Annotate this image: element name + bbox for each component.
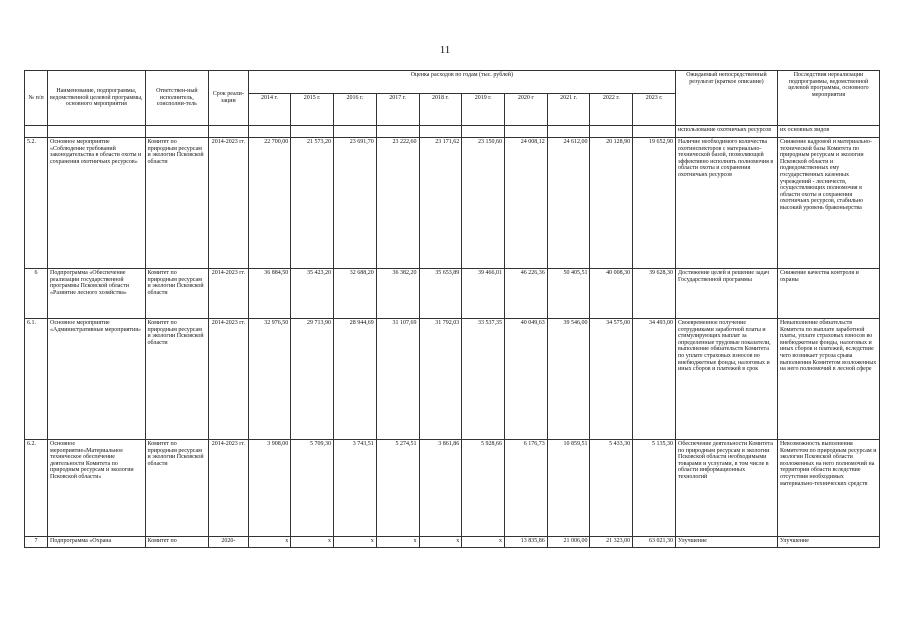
value-cell: 3 908,00 xyxy=(248,440,291,537)
row-result: Обеспечение деятельности Комитета по природным ресурсам и экологии Псковской области необходимыми товарами и услугами, в том числе в области информационных технологий xyxy=(676,440,778,537)
value-cell: 36 382,20 xyxy=(376,269,419,319)
header-executor: Ответствен-ный исполнитель, соисполни-тель xyxy=(145,71,209,126)
value-cell: 35 423,20 xyxy=(291,269,334,319)
value-cell: 36 884,50 xyxy=(248,269,291,319)
row-num: 5.2. xyxy=(25,138,48,269)
value-cell: 23 150,60 xyxy=(462,138,505,269)
row-name: Основное мероприятие «Соблюдение требований законодательства в области охоты и сохранения охотничьих ресурсов» xyxy=(48,138,146,269)
value-cell: 34 575,00 xyxy=(590,319,633,440)
value-cell: 5 709,30 xyxy=(291,440,334,537)
row-num: 6 xyxy=(25,269,48,319)
value-cell: x xyxy=(376,537,419,548)
value-cell: 40 008,30 xyxy=(590,269,633,319)
value-cell: 23 691,70 xyxy=(334,138,377,269)
continuation-row xyxy=(25,126,880,138)
year-header: 2022 г. xyxy=(590,94,633,126)
row-num: 7 xyxy=(25,537,48,548)
value-cell: 35 653,89 xyxy=(419,269,462,319)
row-result: Своевременное получение сотрудниками заработной платы и стимулирующих выплат за определенные трудовые показатели, выполнение обязательств Комитета по уплате страховых взносов во внебюджетные фонды, налоговых и иных сборов и платежей в срок xyxy=(676,319,778,440)
header-name: Наименование, подпрограммы, ведомственной целевой программы, основного мероприятия xyxy=(48,71,146,126)
value-cell: 28 944,69 xyxy=(334,319,377,440)
value-cell: 13 835,86 xyxy=(504,537,547,548)
row-num: 6.1. xyxy=(25,319,48,440)
budget-table xyxy=(24,70,880,548)
value-cell: 39 466,01 xyxy=(462,269,505,319)
value-cell: 10 859,51 xyxy=(547,440,590,537)
value-cell: 31 107,69 xyxy=(376,319,419,440)
value-cell: 33 537,35 xyxy=(462,319,505,440)
value-cell: 22 700,00 xyxy=(248,138,291,269)
value-cell: x xyxy=(248,537,291,548)
row-name: Основное мероприятие «Административные мероприятия» xyxy=(48,319,146,440)
value-cell: 20 128,90 xyxy=(590,138,633,269)
value-cell: 40 049,63 xyxy=(504,319,547,440)
year-header: 2021 г. xyxy=(547,94,590,126)
year-header: 2016 г. xyxy=(334,94,377,126)
row-consequences: Снижение кадровой и материально-технической базы Комитета по природным ресурсам и экологии Псковской области и подведомственных ему государственных казенных учреждений - лесничеств, осуществляющих полномочия в области охоты и сохранения охотничьих ресурсов, стабильно высокий уровень браконьерства xyxy=(777,138,879,269)
continuation-result: использование охотничьих ресурсов xyxy=(676,126,778,138)
header-expenses: Оценка расходов по годам (тыс. рублей) xyxy=(248,71,675,94)
row-executor: Комитет по природным ресурсам и экологии Псковской области xyxy=(145,319,209,440)
value-cell: 31 792,03 xyxy=(419,319,462,440)
row-executor: Комитет по природным ресурсам и экологии Псковской области xyxy=(145,138,209,269)
year-header: 2019 г. xyxy=(462,94,505,126)
row-name: Подпрограмма «Охрана xyxy=(48,537,146,548)
value-cell: 29 713,90 xyxy=(291,319,334,440)
year-header: 2020 г xyxy=(504,94,547,126)
header-row xyxy=(25,71,880,94)
value-cell: 6 176,73 xyxy=(504,440,547,537)
year-header: 2018 г. xyxy=(419,94,462,126)
value-cell: 5 928,66 xyxy=(462,440,505,537)
value-cell: 5 274,51 xyxy=(376,440,419,537)
row-executor: Комитет по природным ресурсам и экологии Псковской области xyxy=(145,440,209,537)
value-cell: 3 861,86 xyxy=(419,440,462,537)
year-header: 2015 г. xyxy=(291,94,334,126)
value-cell: 34 493,00 xyxy=(633,319,676,440)
row-term: 2020- xyxy=(209,537,248,548)
value-cell: 23 222,60 xyxy=(376,138,419,269)
value-cell: 21 573,20 xyxy=(291,138,334,269)
row-term: 2014-2023 гг. xyxy=(209,269,248,319)
value-cell: 21 323,00 xyxy=(590,537,633,548)
header-term: Срок реали-зации xyxy=(209,71,248,126)
value-cell: x xyxy=(419,537,462,548)
row-result: Улучшение xyxy=(676,537,778,548)
value-cell: x xyxy=(334,537,377,548)
continuation-consequences: их основных видов xyxy=(777,126,879,138)
value-cell: 32 688,20 xyxy=(334,269,377,319)
value-cell: 5 135,30 xyxy=(633,440,676,537)
row-result: Наличие необходимого количества охотинспекторов с материально-технической базой, позволяющей эффективно исполнять полномочия в области охоты и сохранения охотничьих ресурсов xyxy=(676,138,778,269)
value-cell: 32 976,50 xyxy=(248,319,291,440)
value-cell: 5 433,30 xyxy=(590,440,633,537)
row-consequences: Невозможность выполнения Комитетом по природным ресурсам и экологии Псковской области возложенных на него полномочий на территории области вследствие отсутствия необходимых материально-технических средств xyxy=(777,440,879,537)
row-consequences: Снижение качества контроля и охраны xyxy=(777,269,879,319)
row-name: Подпрограмма «Обеспечение реализации государственной программы Псковской области «Развитие лесного хозяйства» xyxy=(48,269,146,319)
value-cell: 39 546,00 xyxy=(547,319,590,440)
value-cell: 3 743,51 xyxy=(334,440,377,537)
table-row xyxy=(25,138,880,269)
table-row xyxy=(25,319,880,440)
table-row xyxy=(25,537,880,548)
value-cell: 39 628,30 xyxy=(633,269,676,319)
year-header: 2014 г. xyxy=(248,94,291,126)
value-cell: 23 171,62 xyxy=(419,138,462,269)
row-result: Достижение целей и решение задач Государственной программы xyxy=(676,269,778,319)
year-header: 2023 г. xyxy=(633,94,676,126)
value-cell: 24 008,12 xyxy=(504,138,547,269)
header-consequences: Последствия нереализации подпрограммы, ведомственной целевой программы, основного мероприятия xyxy=(777,71,879,126)
row-num: 6.2. xyxy=(25,440,48,537)
table-row xyxy=(25,269,880,319)
row-executor: Комитет по xyxy=(145,537,209,548)
value-cell: 63 021,30 xyxy=(633,537,676,548)
row-name: Основное мероприятие«Материальное техническое обеспечение деятельности Комитета по природным ресурсам и экологии Псковской области» xyxy=(48,440,146,537)
value-cell: 21 006,00 xyxy=(547,537,590,548)
row-term: 2014-2023 гг. xyxy=(209,440,248,537)
row-consequences: Улучшение xyxy=(777,537,879,548)
value-cell: 19 652,90 xyxy=(633,138,676,269)
page-number: 11 xyxy=(439,44,451,56)
row-term: 2014-2023 гг. xyxy=(209,319,248,440)
header-result: Ожидаемый непосредственный результат (краткое описание) xyxy=(676,71,778,126)
value-cell: x xyxy=(291,537,334,548)
row-executor: Комитет по природным ресурсам и экологии Псковской области xyxy=(145,269,209,319)
year-header: 2017 г. xyxy=(376,94,419,126)
value-cell: 24 612,00 xyxy=(547,138,590,269)
value-cell: 46 226,36 xyxy=(504,269,547,319)
row-term: 2014-2023 гг. xyxy=(209,138,248,269)
value-cell: x xyxy=(462,537,505,548)
row-consequences: Невыполнение обязательств Комитета по выплате заработной платы, уплате страховых взносов во внебюджетные фонды, налоговых и иных сборов и платежей, вследствие чего возникает угроза срыва выполнения Комитетом возложенных на него полномочий в лесной сфере xyxy=(777,319,879,440)
table-row xyxy=(25,440,880,537)
header-num: № п/п xyxy=(25,71,48,126)
value-cell: 50 405,51 xyxy=(547,269,590,319)
